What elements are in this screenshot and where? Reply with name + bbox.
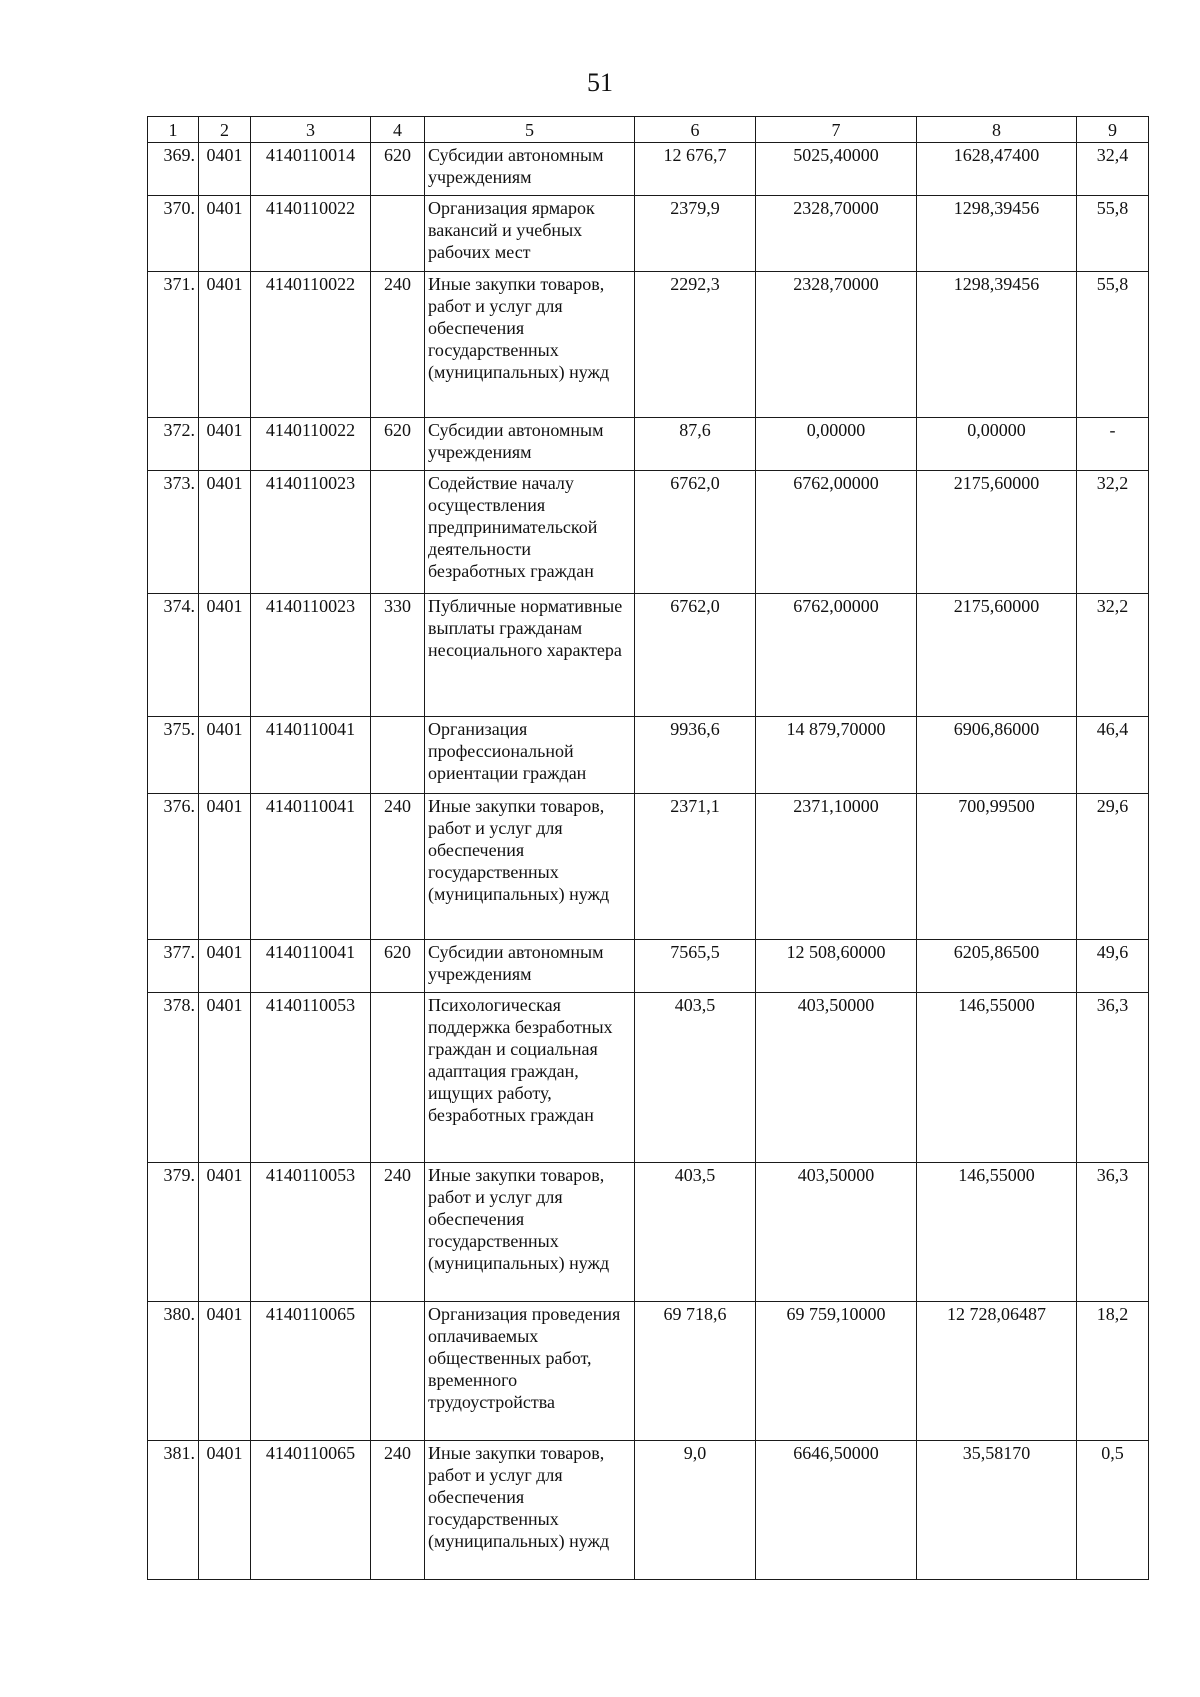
row-number-cell: 375.: [148, 717, 199, 794]
page-number: 51: [587, 68, 613, 97]
value-col6-cell: 12 676,7: [635, 143, 756, 196]
expense-type-cell: 240: [371, 1441, 425, 1580]
percent-cell: 32,2: [1077, 594, 1149, 717]
item-name-cell: Иные закупки товаров, работ и услуг для обеспечения государственных (муниципальных) нужд: [425, 272, 635, 418]
section-code-cell: 0401: [199, 1302, 251, 1441]
value-col8-cell: 12 728,06487: [917, 1302, 1077, 1441]
value-col7-cell: 403,50000: [756, 993, 917, 1163]
section-code-cell: 0401: [199, 1163, 251, 1302]
expense-type-cell: 330: [371, 594, 425, 717]
expense-type-cell: 620: [371, 418, 425, 471]
column-header: 8: [917, 117, 1077, 143]
value-col7-cell: 14 879,70000: [756, 717, 917, 794]
row-number-cell: 373.: [148, 471, 199, 594]
expense-type-cell: [371, 471, 425, 594]
row-number-cell: 379.: [148, 1163, 199, 1302]
section-code-cell: 0401: [199, 794, 251, 940]
value-col8-cell: 2175,60000: [917, 594, 1077, 717]
target-code-cell: 4140110065: [251, 1302, 371, 1441]
value-col7-cell: 69 759,10000: [756, 1302, 917, 1441]
section-code-cell: 0401: [199, 717, 251, 794]
item-name-cell: Иные закупки товаров, работ и услуг для обеспечения государственных (муниципальных) нужд: [425, 794, 635, 940]
expense-type-cell: [371, 717, 425, 794]
target-code-cell: 4140110022: [251, 196, 371, 272]
section-code-cell: 0401: [199, 993, 251, 1163]
table-row: [148, 993, 1149, 1163]
section-code-cell: 0401: [199, 143, 251, 196]
item-name-cell: Психологическая поддержка безработных граждан и социальная адаптация граждан, ищущих работу, безработных граждан: [425, 993, 635, 1163]
table-row: [148, 418, 1149, 471]
value-col6-cell: 2379,9: [635, 196, 756, 272]
value-col6-cell: 2371,1: [635, 794, 756, 940]
table-row: [148, 1441, 1149, 1580]
target-code-cell: 4140110022: [251, 418, 371, 471]
expense-type-cell: 240: [371, 1163, 425, 1302]
target-code-cell: 4140110014: [251, 143, 371, 196]
section-code-cell: 0401: [199, 418, 251, 471]
value-col6-cell: 6762,0: [635, 594, 756, 717]
table-row: [148, 1302, 1149, 1441]
expense-type-cell: [371, 993, 425, 1163]
value-col8-cell: 146,55000: [917, 993, 1077, 1163]
value-col7-cell: 0,00000: [756, 418, 917, 471]
budget-table: [147, 116, 1149, 1580]
section-code-cell: 0401: [199, 1441, 251, 1580]
expense-type-cell: [371, 196, 425, 272]
column-header: 4: [371, 117, 425, 143]
section-code-cell: 0401: [199, 471, 251, 594]
value-col6-cell: 6762,0: [635, 471, 756, 594]
percent-cell: -: [1077, 418, 1149, 471]
target-code-cell: 4140110023: [251, 594, 371, 717]
row-number-cell: 371.: [148, 272, 199, 418]
section-code-cell: 0401: [199, 196, 251, 272]
column-header: 3: [251, 117, 371, 143]
value-col6-cell: 87,6: [635, 418, 756, 471]
item-name-cell: Субсидии автономным учреждениям: [425, 940, 635, 993]
target-code-cell: 4140110053: [251, 993, 371, 1163]
percent-cell: 36,3: [1077, 1163, 1149, 1302]
column-header: 9: [1077, 117, 1149, 143]
target-code-cell: 4140110023: [251, 471, 371, 594]
value-col7-cell: 403,50000: [756, 1163, 917, 1302]
header-row: [148, 117, 1149, 143]
target-code-cell: 4140110041: [251, 940, 371, 993]
percent-cell: 49,6: [1077, 940, 1149, 993]
value-col7-cell: 6646,50000: [756, 1441, 917, 1580]
percent-cell: 29,6: [1077, 794, 1149, 940]
value-col8-cell: 35,58170: [917, 1441, 1077, 1580]
expense-type-cell: 240: [371, 272, 425, 418]
item-name-cell: Организация ярмарок вакансий и учебных рабочих мест: [425, 196, 635, 272]
value-col6-cell: 403,5: [635, 993, 756, 1163]
value-col6-cell: 7565,5: [635, 940, 756, 993]
value-col8-cell: 0,00000: [917, 418, 1077, 471]
target-code-cell: 4140110053: [251, 1163, 371, 1302]
value-col6-cell: 9936,6: [635, 717, 756, 794]
percent-cell: 32,2: [1077, 471, 1149, 594]
expense-type-cell: [371, 1302, 425, 1441]
value-col6-cell: 403,5: [635, 1163, 756, 1302]
value-col8-cell: 6906,86000: [917, 717, 1077, 794]
row-number-cell: 378.: [148, 993, 199, 1163]
table-row: [148, 594, 1149, 717]
value-col7-cell: 2371,10000: [756, 794, 917, 940]
expense-type-cell: 620: [371, 940, 425, 993]
row-number-cell: 377.: [148, 940, 199, 993]
item-name-cell: Субсидии автономным учреждениям: [425, 143, 635, 196]
percent-cell: 55,8: [1077, 196, 1149, 272]
value-col7-cell: 2328,70000: [756, 196, 917, 272]
percent-cell: 32,4: [1077, 143, 1149, 196]
value-col6-cell: 2292,3: [635, 272, 756, 418]
item-name-cell: Содействие началу осуществления предпринимательской деятельности безработных граждан: [425, 471, 635, 594]
percent-cell: 18,2: [1077, 1302, 1149, 1441]
target-code-cell: 4140110022: [251, 272, 371, 418]
table-row: [148, 471, 1149, 594]
target-code-cell: 4140110065: [251, 1441, 371, 1580]
row-number-cell: 374.: [148, 594, 199, 717]
value-col7-cell: 2328,70000: [756, 272, 917, 418]
section-code-cell: 0401: [199, 272, 251, 418]
percent-cell: 36,3: [1077, 993, 1149, 1163]
value-col8-cell: 146,55000: [917, 1163, 1077, 1302]
table-row: [148, 272, 1149, 418]
item-name-cell: Иные закупки товаров, работ и услуг для обеспечения государственных (муниципальных) нужд: [425, 1441, 635, 1580]
column-header: 7: [756, 117, 917, 143]
percent-cell: 55,8: [1077, 272, 1149, 418]
value-col8-cell: 700,99500: [917, 794, 1077, 940]
row-number-cell: 376.: [148, 794, 199, 940]
item-name-cell: Субсидии автономным учреждениям: [425, 418, 635, 471]
value-col6-cell: 69 718,6: [635, 1302, 756, 1441]
target-code-cell: 4140110041: [251, 717, 371, 794]
value-col8-cell: 6205,86500: [917, 940, 1077, 993]
value-col8-cell: 2175,60000: [917, 471, 1077, 594]
percent-cell: 46,4: [1077, 717, 1149, 794]
item-name-cell: Организация профессиональной ориентации граждан: [425, 717, 635, 794]
column-header: 5: [425, 117, 635, 143]
section-code-cell: 0401: [199, 594, 251, 717]
value-col7-cell: 6762,00000: [756, 471, 917, 594]
item-name-cell: Публичные нормативные выплаты гражданам несоциального характера: [425, 594, 635, 717]
value-col6-cell: 9,0: [635, 1441, 756, 1580]
table-row: [148, 717, 1149, 794]
percent-cell: 0,5: [1077, 1441, 1149, 1580]
row-number-cell: 369.: [148, 143, 199, 196]
column-header: 1: [148, 117, 199, 143]
value-col7-cell: 6762,00000: [756, 594, 917, 717]
value-col8-cell: 1298,39456: [917, 272, 1077, 418]
table-row: [148, 196, 1149, 272]
value-col8-cell: 1628,47400: [917, 143, 1077, 196]
table-row: [148, 940, 1149, 993]
expense-type-cell: 240: [371, 794, 425, 940]
column-header: 2: [199, 117, 251, 143]
row-number-cell: 372.: [148, 418, 199, 471]
column-header: 6: [635, 117, 756, 143]
table-row: [148, 794, 1149, 940]
item-name-cell: Организация проведения оплачиваемых общественных работ, временного трудоустройства: [425, 1302, 635, 1441]
table-body: [148, 117, 1149, 1580]
row-number-cell: 380.: [148, 1302, 199, 1441]
table-row: [148, 143, 1149, 196]
expense-type-cell: 620: [371, 143, 425, 196]
value-col7-cell: 12 508,60000: [756, 940, 917, 993]
target-code-cell: 4140110041: [251, 794, 371, 940]
section-code-cell: 0401: [199, 940, 251, 993]
value-col8-cell: 1298,39456: [917, 196, 1077, 272]
item-name-cell: Иные закупки товаров, работ и услуг для обеспечения государственных (муниципальных) нужд: [425, 1163, 635, 1302]
row-number-cell: 381.: [148, 1441, 199, 1580]
value-col7-cell: 5025,40000: [756, 143, 917, 196]
table-row: [148, 1163, 1149, 1302]
row-number-cell: 370.: [148, 196, 199, 272]
